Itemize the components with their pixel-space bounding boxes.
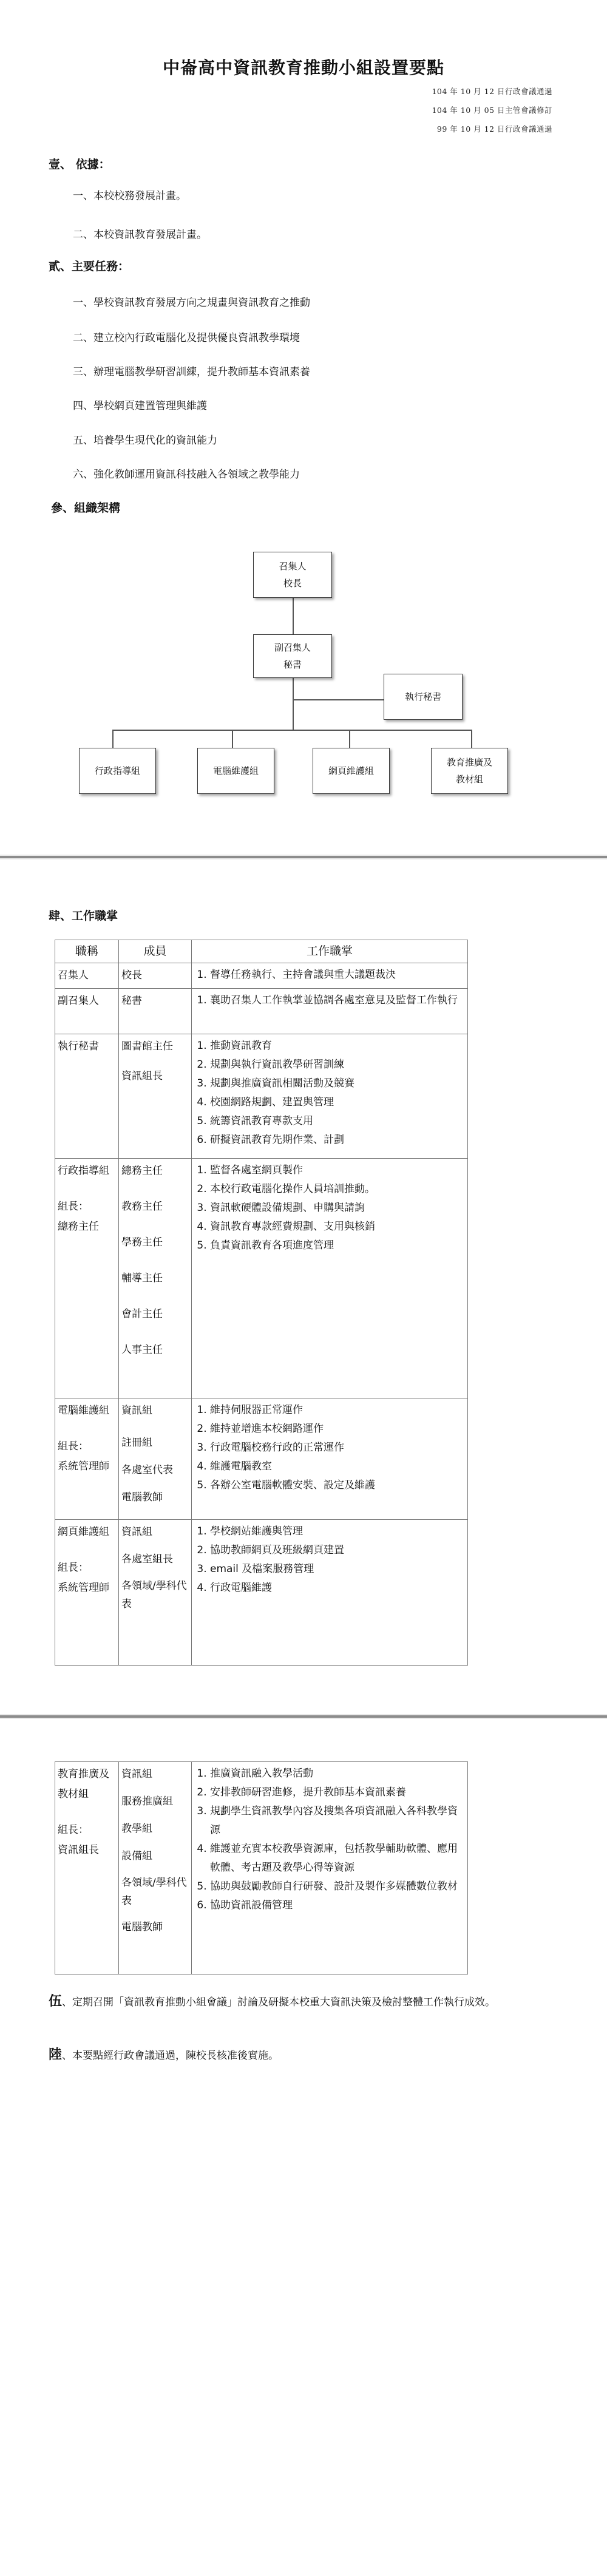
member: 資訊組 <box>121 1526 152 1538</box>
member: 資訊組 <box>121 1768 152 1780</box>
org-box-label: 校長 <box>283 578 302 589</box>
member: 教務主任 <box>121 1201 163 1213</box>
duties-cell <box>192 1398 468 1520</box>
member: 各處室代表 <box>121 1464 173 1476</box>
section-meetings <box>49 1992 558 2012</box>
table-row <box>55 989 468 1034</box>
section-basis-heading: 壹、 依據： <box>49 158 110 171</box>
task-item: 4. 維護電腦教室 <box>210 1457 465 1476</box>
task-item: 4. 資訊教育專款經費規劃、支用與核銷 <box>210 1218 465 1236</box>
task-item: 1. 監督各處室網頁製作 <box>210 1161 465 1180</box>
task-item: 5. 負責資訊教育各項進度管理 <box>210 1236 465 1255</box>
member: 學務主任 <box>121 1236 163 1249</box>
page-1 <box>0 0 607 855</box>
member: 各領域/學科代表 <box>121 1580 187 1610</box>
member: 設備組 <box>121 1850 152 1862</box>
org-box-label: 教育推廣及 <box>446 757 492 768</box>
duties-cell <box>192 1034 468 1159</box>
table-row <box>55 1398 468 1520</box>
section-duties-heading: 肆、工作職掌 <box>49 909 118 923</box>
role-title: 網頁維護組 <box>58 1526 109 1538</box>
org-box-vice-convener <box>253 634 332 678</box>
org-box-executive-secretary <box>384 674 463 720</box>
table-header-row <box>55 940 468 963</box>
member: 各領域/學科代表 <box>121 1877 187 1907</box>
basis-item-2: 二、本校資訊教育發展計畫。 <box>73 229 207 241</box>
task-item: 2. 維持並增進本校網路運作 <box>210 1420 465 1439</box>
column-header: 職稱 <box>55 940 119 963</box>
role-cell <box>55 963 119 989</box>
page-separator <box>0 856 607 858</box>
role-title: 行政指導組 <box>58 1165 109 1177</box>
task-item: 5. 統籌資訊教育專款支用 <box>210 1112 465 1131</box>
org-line <box>349 730 350 748</box>
task-item: 3. 規劃學生資訊教學內容及搜集各項資訊融入各科教學資源 <box>210 1802 465 1840</box>
role-cell <box>55 1398 119 1520</box>
member: 人事主任 <box>121 1344 163 1356</box>
org-box-label: 網頁維護組 <box>328 765 374 776</box>
role-cell <box>55 989 119 1034</box>
member: 校長 <box>121 969 142 981</box>
org-box-label: 副召集人 <box>274 642 311 653</box>
member: 註冊組 <box>121 1437 152 1449</box>
column-header: 工作職掌 <box>192 940 468 963</box>
org-line <box>293 677 294 730</box>
org-box-label: 召集人 <box>279 561 307 572</box>
role-leader-label: 組長： <box>58 1201 89 1213</box>
member: 總務主任 <box>121 1165 163 1177</box>
task-item: 1. 推動資訊教育 <box>210 1037 465 1056</box>
task-item: 2. 規劃與執行資訊教學研習訓練 <box>210 1056 465 1074</box>
task-item-6: 六、強化教師運用資訊科技融入各領域之教學能力 <box>73 469 300 481</box>
table-row <box>55 1520 468 1666</box>
member: 輔導主任 <box>121 1272 163 1284</box>
duties-cell <box>192 963 468 989</box>
task-item-5: 五、培養學生現代化的資訊能力 <box>73 435 217 447</box>
role-leader: 系統管理師 <box>58 1460 109 1473</box>
org-box-label: 執行秘書 <box>404 691 441 702</box>
org-line <box>293 598 294 634</box>
member: 資訊組 <box>121 1405 152 1417</box>
section-text: 、定期召開「資訊教育推動小組會議」討論及研擬本校重大資訊決策及檢討整體工作執行成效。 <box>62 1996 496 2008</box>
duties-cell <box>192 1159 468 1398</box>
role-cell <box>55 1762 119 1974</box>
task-item: 3. email 及檔案服務管理 <box>210 1560 465 1579</box>
task-item: 6. 協助資訊設備管理 <box>210 1896 465 1915</box>
task-item: 2. 協助教師網頁及班級網頁建置 <box>210 1541 465 1560</box>
duties-table-continued <box>55 1761 468 1974</box>
meta-line-1: 104 年 10 月 12 日行政會議通過 <box>432 87 552 96</box>
task-item: 1. 襄助召集人工作執掌並協調各處室意見及監督工作執行 <box>210 991 465 1010</box>
duties-table <box>55 940 468 1666</box>
member: 各處室組長 <box>121 1553 173 1565</box>
table-row <box>55 963 468 989</box>
members-cell <box>119 1398 192 1520</box>
task-item: 4. 維護並充實本校教學資源庫，包括教學輔助軟體、應用軟體、考古題及教學心得等資源 <box>210 1840 465 1877</box>
task-item: 2. 安排教師研習進修，提升教師基本資訊素養 <box>210 1783 465 1802</box>
task-item: 1. 推廣資訊融入教學活動 <box>210 1764 465 1783</box>
table-row <box>55 1034 468 1159</box>
role-title: 電腦維護組 <box>58 1405 109 1417</box>
role-leader-label: 組長： <box>58 1440 89 1452</box>
meta-line-2: 104 年 10 月 05 日主管會議修訂 <box>432 106 552 115</box>
duties-cell <box>192 989 468 1034</box>
role-leader: 總務主任 <box>58 1221 99 1233</box>
task-item: 4. 校園網路規劃、建置與管理 <box>210 1093 465 1112</box>
org-box-label: 行政指導組 <box>94 765 140 776</box>
section-tasks-heading: 貳、主要任務： <box>49 260 130 273</box>
task-list <box>194 1037 465 1150</box>
members-cell <box>119 989 192 1034</box>
document-title: 中崙高中資訊教育推動小組設置要點 <box>162 58 444 78</box>
section-text: 、本要點經行政會議通過，陳校長核准後實施。 <box>62 2050 279 2062</box>
column-header: 成員 <box>119 940 192 963</box>
role-title: 教育推廣及教材組 <box>58 1768 109 1800</box>
org-box-admin-guidance <box>79 748 156 794</box>
role-title: 召集人 <box>58 969 89 981</box>
member: 圖書館主任 <box>121 1040 173 1052</box>
section-org-heading: 參、組織架構 <box>51 501 121 515</box>
task-item-2: 二、建立校內行政電腦化及提供優良資訊教學環境 <box>73 332 300 344</box>
org-box-label: 教材組 <box>455 774 483 785</box>
task-item: 5. 各辦公室電腦軟體安裝、設定及維護 <box>210 1476 465 1495</box>
task-item-4: 四、學校網頁建置管理與維護 <box>73 400 207 412</box>
task-list <box>194 1161 465 1255</box>
task-item: 3. 行政電腦校務行政的正常運作 <box>210 1439 465 1457</box>
page-separator <box>0 1715 607 1718</box>
org-box-education-promotion <box>431 748 508 794</box>
org-line <box>293 699 384 700</box>
org-line <box>112 730 114 748</box>
table-row <box>55 1762 468 1974</box>
basis-item-1: 一、本校校務發展計畫。 <box>73 190 186 202</box>
task-item: 3. 資訊軟硬體設備規劃、申購與請詢 <box>210 1199 465 1218</box>
task-list <box>194 1764 465 1915</box>
org-line <box>471 730 472 748</box>
role-leader-label: 組長： <box>58 1824 89 1836</box>
role-title: 執行秘書 <box>58 1040 99 1052</box>
task-list <box>194 966 465 985</box>
task-item: 2. 本校行政電腦化操作人員培訓推動。 <box>210 1180 465 1199</box>
meta-line-3: 99 年 10 月 12 日行政會議通過 <box>436 124 552 134</box>
member: 資訊組長 <box>121 1070 163 1082</box>
duties-cell <box>192 1520 468 1666</box>
org-line <box>232 730 233 748</box>
org-box-convener <box>253 552 332 598</box>
member: 電腦教師 <box>121 1491 163 1503</box>
members-cell <box>119 963 192 989</box>
task-item: 4. 行政電腦維護 <box>210 1579 465 1598</box>
role-title: 副召集人 <box>58 995 99 1007</box>
org-box-computer-maintenance <box>197 748 274 794</box>
task-list <box>194 991 465 1010</box>
member: 會計主任 <box>121 1308 163 1320</box>
section-number: 陸 <box>49 2047 63 2062</box>
members-cell <box>119 1520 192 1666</box>
task-item: 1. 維持伺服器正常運作 <box>210 1401 465 1420</box>
role-cell <box>55 1034 119 1159</box>
org-box-label: 秘書 <box>283 659 302 670</box>
task-item-1: 一、學校資訊教育發展方向之規畫與資訊教育之推動 <box>73 297 310 309</box>
role-leader: 資訊組長 <box>58 1844 99 1856</box>
task-list <box>194 1522 465 1598</box>
role-cell <box>55 1520 119 1666</box>
role-leader-label: 組長： <box>58 1562 89 1574</box>
task-item: 1. 督導任務執行、主持會議與重大議題裁決 <box>210 966 465 985</box>
org-line <box>112 730 472 731</box>
role-cell <box>55 1159 119 1398</box>
table-row <box>55 1159 468 1398</box>
task-item: 1. 學校網站維護與管理 <box>210 1522 465 1541</box>
duties-cell <box>192 1762 468 1974</box>
members-cell <box>119 1159 192 1398</box>
task-item: 5. 協助與鼓勵教師自行研發、設計及製作多媒體數位教材 <box>210 1877 465 1896</box>
member: 教學組 <box>121 1823 152 1835</box>
org-box-web-maintenance <box>313 748 390 794</box>
members-cell <box>119 1762 192 1974</box>
section-approval <box>49 2046 558 2066</box>
task-list <box>194 1401 465 1495</box>
role-leader: 系統管理師 <box>58 1582 109 1594</box>
page-3 <box>0 1719 607 2576</box>
task-item: 6. 研擬資訊教育先期作業、計劃 <box>210 1131 465 1150</box>
page-2 <box>0 859 607 1714</box>
section-number: 伍 <box>49 1994 63 2009</box>
org-box-label: 電腦維護組 <box>212 765 259 776</box>
task-item: 3. 規劃與推廣資訊相關活動及競賽 <box>210 1074 465 1093</box>
member: 秘書 <box>121 995 142 1007</box>
member: 電腦教師 <box>121 1921 163 1933</box>
member: 服務推廣組 <box>121 1795 173 1808</box>
members-cell <box>119 1034 192 1159</box>
task-item-3: 三、辦理電腦教學研習訓練，提升教師基本資訊素養 <box>73 366 310 378</box>
